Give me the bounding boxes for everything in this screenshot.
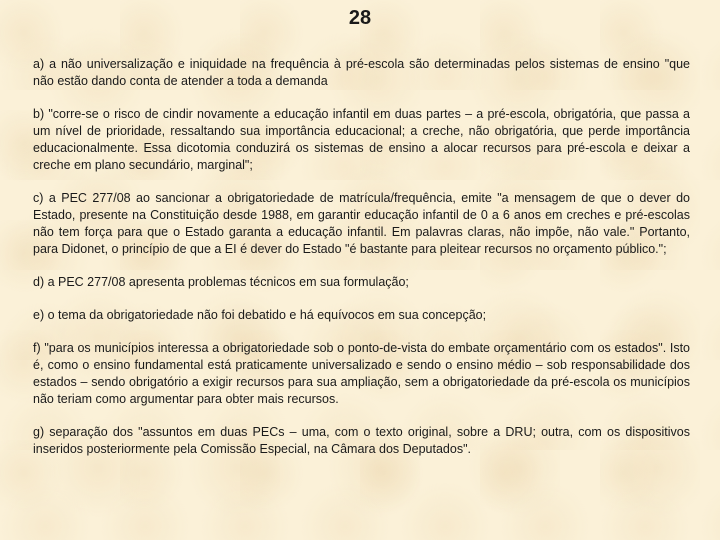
list-item-f: f) "para os municípios interessa a obrigatoriedade sob o ponto-de-vista do embate orçamentário com os estados". Isto é, como o ensino fundamental está praticamente universalizado e sendo o ensino médio – sob responsabilidade dos estados – sendo obrigatório a exigir recursos para sua ampliação, sem a obrigatoriedade da pré-escola os municípios não teriam como argumentar para obter mais recursos. [33,341,690,406]
list-item-g: g) separação dos "assuntos em duas PECs – uma, com o texto original, sobre a DRU; outra, com os dispositivos inseridos posteriormente pela Comissão Especial, na Câmara dos Deputados". [33,425,690,456]
list-item-c: c) a PEC 277/08 ao sancionar a obrigatoriedade de matrícula/frequência, emite "a mensagem de que o dever do Estado, presente na Constituição desde 1988, em garantir educação infantil de 0 a 6 anos em creches e pré-escolas não tem força para que o Estado garanta a educação infantil. Em palavras claras, não impõe, não vale." Portanto, para Didonet, o princípio de que a EI é dever do Estado "é bastante para pleitear recursos no orçamento público."; [33,191,690,256]
page-number: 28 [348,7,372,29]
list-item-b: b) "corre-se o risco de cindir novamente a educação infantil em duas partes – a pré-escola, obrigatória, que passa a um nível de prioridade, ressaltando sua importância educacional; a creche, não obrigatória, que perde importância educacionalmente. Essa dicotomia conduzirá os sistemas de ensino a alocar recursos para pré-escola e deixar a creche em plano secundário, marginal"; [33,107,690,172]
content-list [33,56,690,474]
list-item-a: a) a não universalização e iniquidade na frequência à pré-escola são determinadas pelos sistemas de ensino "que não estão dando conta de atender a toda a demanda [33,57,690,88]
list-item-e: e) o tema da obrigatoriedade não foi debatido e há equívocos em sua concepção; [33,308,487,322]
list-item-d: d) a PEC 277/08 apresenta problemas técnicos em sua formulação; [33,275,409,289]
